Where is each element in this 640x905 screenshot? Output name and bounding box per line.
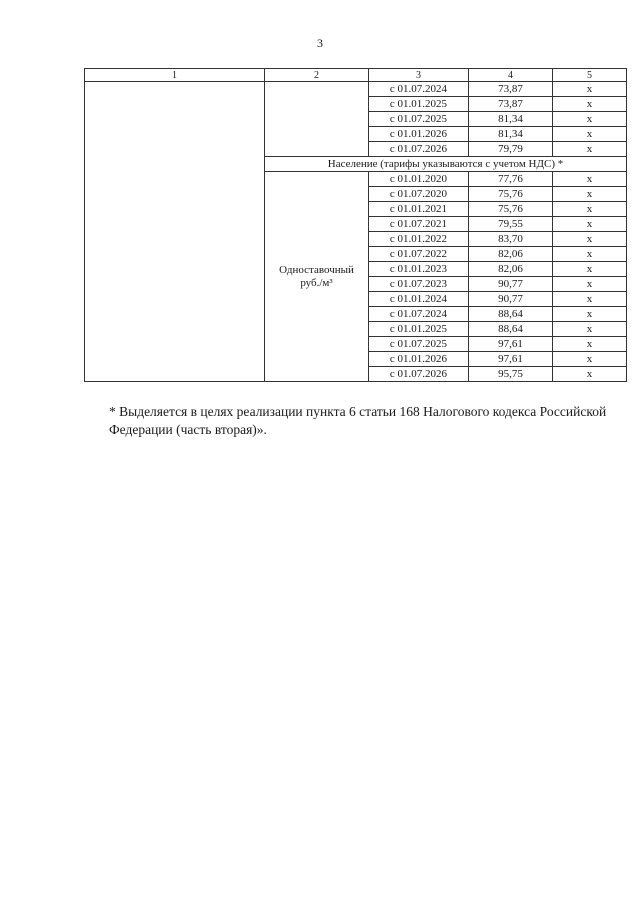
mark-cell: х	[553, 262, 627, 277]
period-cell: с 01.07.2022	[369, 247, 469, 262]
period-cell: с 01.01.2025	[369, 97, 469, 112]
column-header-4: 4	[469, 69, 553, 82]
mark-cell: х	[553, 97, 627, 112]
mark-cell: х	[553, 112, 627, 127]
period-cell: с 01.07.2020	[369, 187, 469, 202]
period-cell: с 01.01.2021	[369, 202, 469, 217]
mark-cell: х	[553, 217, 627, 232]
tariff-value-cell: 73,87	[469, 97, 553, 112]
mark-cell: х	[553, 322, 627, 337]
mark-cell: х	[553, 187, 627, 202]
tariff-value-cell: 90,77	[469, 277, 553, 292]
column-header-5: 5	[553, 69, 627, 82]
column-header-1: 1	[85, 69, 265, 82]
tariff-table	[84, 68, 627, 382]
organization-cell	[85, 82, 265, 382]
population-group-header: Население (тарифы указываются с учетом НДС) *	[265, 157, 627, 172]
table-row	[85, 82, 627, 97]
tariff-value-cell: 97,61	[469, 352, 553, 367]
tariff-value-cell: 88,64	[469, 307, 553, 322]
tariff-value-cell: 95,75	[469, 367, 553, 382]
tariff-value-cell: 82,06	[469, 262, 553, 277]
period-cell: с 01.01.2026	[369, 127, 469, 142]
period-cell: с 01.07.2023	[369, 277, 469, 292]
period-cell: с 01.07.2024	[369, 82, 469, 97]
period-cell: с 01.07.2021	[369, 217, 469, 232]
mark-cell: х	[553, 307, 627, 322]
tariff-value-cell: 81,34	[469, 127, 553, 142]
column-header-2: 2	[265, 69, 369, 82]
mark-cell: х	[553, 277, 627, 292]
period-cell: с 01.01.2026	[369, 352, 469, 367]
mark-cell: х	[553, 232, 627, 247]
tariff-value-cell: 81,34	[469, 112, 553, 127]
tariff-type-cell-top	[265, 82, 369, 157]
period-cell: с 01.07.2024	[369, 307, 469, 322]
period-cell: с 01.01.2023	[369, 262, 469, 277]
tariff-value-cell: 79,55	[469, 217, 553, 232]
mark-cell: х	[553, 82, 627, 97]
tariff-value-cell: 97,61	[469, 337, 553, 352]
period-cell: с 01.07.2025	[369, 112, 469, 127]
column-header-3: 3	[369, 69, 469, 82]
tariff-value-cell: 90,77	[469, 292, 553, 307]
tariff-value-cell: 82,06	[469, 247, 553, 262]
period-cell: с 01.01.2025	[369, 322, 469, 337]
mark-cell: х	[553, 337, 627, 352]
tariff-value-cell: 73,87	[469, 82, 553, 97]
page-number: 3	[317, 36, 323, 50]
mark-cell: х	[553, 172, 627, 187]
period-cell: с 01.01.2022	[369, 232, 469, 247]
table-header-row	[85, 69, 627, 82]
mark-cell: х	[553, 127, 627, 142]
tariff-type-label: Одноставочный	[279, 263, 354, 276]
period-cell: с 01.07.2026	[369, 142, 469, 157]
mark-cell: х	[553, 292, 627, 307]
period-cell: с 01.07.2025	[369, 337, 469, 352]
mark-cell: х	[553, 367, 627, 382]
tariff-value-cell: 83,70	[469, 232, 553, 247]
tariff-value-cell: 75,76	[469, 187, 553, 202]
tariff-value-cell: 77,76	[469, 172, 553, 187]
period-cell: с 01.01.2020	[369, 172, 469, 187]
tariff-value-cell: 79,79	[469, 142, 553, 157]
tariff-value-cell: 75,76	[469, 202, 553, 217]
period-cell: с 01.07.2026	[369, 367, 469, 382]
tariff-unit-label: руб./м³	[300, 276, 333, 289]
mark-cell: х	[553, 142, 627, 157]
mark-cell: х	[553, 247, 627, 262]
tariff-value-cell: 88,64	[469, 322, 553, 337]
period-cell: с 01.01.2024	[369, 292, 469, 307]
footnote: * Выделяется в целях реализации пункта 6 статьи 168 Налогового кодекса Российской Федерации (часть вторая)».	[109, 404, 607, 437]
mark-cell: х	[553, 352, 627, 367]
mark-cell: х	[553, 202, 627, 217]
tariff-type-cell	[265, 172, 369, 382]
